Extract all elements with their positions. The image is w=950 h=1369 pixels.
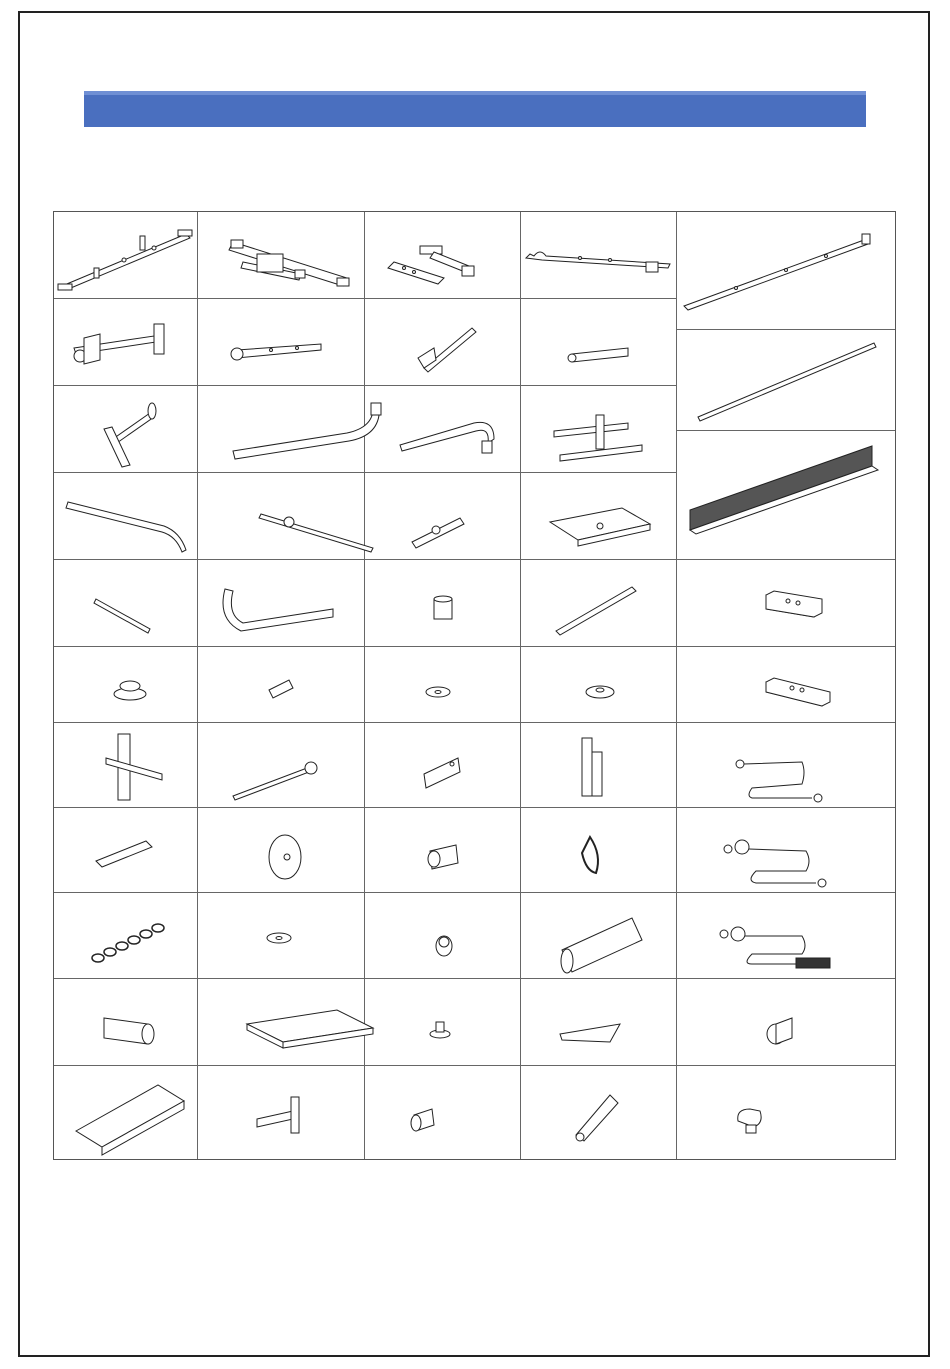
link-plate-icon — [54, 807, 197, 892]
cable-with-loops-icon — [676, 722, 895, 807]
u-bracket-icon — [520, 722, 676, 807]
weight-plate-block-icon — [676, 646, 895, 722]
cable-with-ball-icon — [676, 807, 895, 892]
post-with-disc-icon — [54, 385, 197, 472]
cross-base-frame-icon — [197, 212, 364, 298]
adjustment-tube-icon — [520, 559, 676, 646]
short-spindle-icon — [364, 472, 520, 559]
hinge-bracket-icon — [364, 722, 520, 807]
slide-plate-assembly-icon — [520, 472, 676, 559]
cable-with-ball-and-bolt-icon — [676, 892, 895, 978]
long-curved-bar-icon — [54, 472, 197, 559]
bracket-plate-icon — [54, 722, 197, 807]
short-rod-icon — [54, 559, 197, 646]
strap-bracket-icon — [520, 1065, 676, 1159]
j-handle-tube-icon — [197, 559, 364, 646]
parts-grid — [53, 211, 896, 1160]
foam-roller-tube-icon — [520, 892, 676, 978]
round-end-tube-icon — [197, 298, 364, 385]
banner-highlight — [84, 91, 866, 95]
small-sleeve-icon — [197, 646, 364, 722]
back-pad-icon — [54, 1065, 197, 1159]
small-bracket-plate-icon — [520, 978, 676, 1065]
washer-icon — [364, 646, 520, 722]
knob-icon — [364, 978, 520, 1065]
spacer-ring-icon — [520, 646, 676, 722]
long-rod-icon — [676, 329, 895, 430]
mesh-tray-icon — [676, 430, 895, 559]
t-base-with-plate-icon — [364, 212, 520, 298]
roller-pad-icon — [54, 978, 197, 1065]
angled-bracket-tube-icon — [364, 298, 520, 385]
sleeve-icon — [676, 978, 895, 1065]
bushing-with-flange-icon — [54, 646, 197, 722]
curved-handle-tube-icon — [197, 385, 364, 472]
lever-pin-icon — [197, 722, 364, 807]
end-cap-icon — [364, 1065, 520, 1159]
long-frame-with-hook-icon — [520, 212, 676, 298]
long-rail-icon — [676, 212, 895, 329]
small-bushing-icon — [364, 892, 520, 978]
chain-icon — [54, 892, 197, 978]
pulley-icon — [197, 807, 364, 892]
bent-tube-icon — [364, 385, 520, 472]
section-banner — [84, 91, 866, 127]
t-post-icon — [197, 1065, 364, 1159]
bushing-icon — [364, 807, 520, 892]
carabiner-icon — [520, 807, 676, 892]
collar-icon — [364, 559, 520, 646]
long-frame-with-plates-icon — [54, 212, 197, 298]
large-washer-icon — [197, 892, 364, 978]
rubber-foot-icon — [676, 1065, 895, 1159]
short-tube-icon — [520, 298, 676, 385]
arm-bracket-frame-icon — [54, 298, 197, 385]
weight-block-icon — [676, 559, 895, 646]
spindle-with-collar-icon — [197, 472, 364, 559]
double-tube-assembly-icon — [520, 385, 676, 472]
square-seat-pad-icon — [197, 978, 364, 1065]
